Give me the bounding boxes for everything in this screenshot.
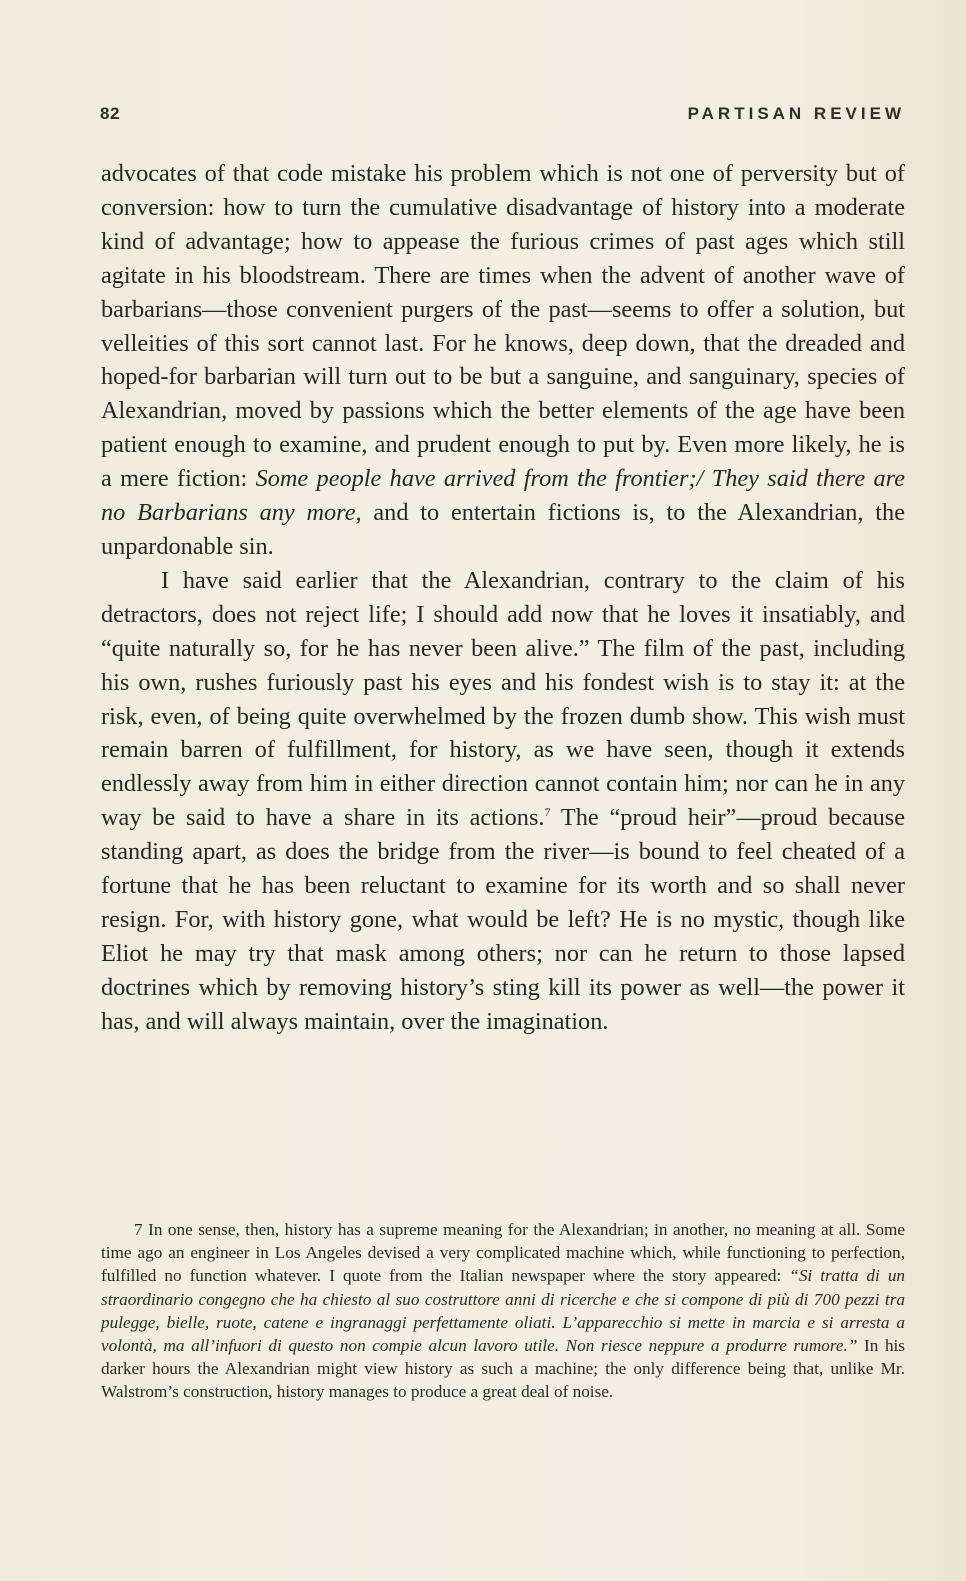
footnote-text-a: 7 In one sense, then, history has a supreme meaning for the Alexandrian; in another, no meaning at all. Some time ago an engineer in Los Angeles devised a very complicated machine which, while functioning to perfection, fulfilled no function whatever. I quote from the Italian newspaper where the story appeared: [101, 1220, 905, 1286]
body-text [101, 157, 905, 1039]
page-number: 82 [100, 104, 120, 123]
footnote-italian-quote: “Si tratta di un straordinario congegno che ha chiesto al suo costruttore anni di ricerche e che si compone di più di 700 pezzi tra pulegge, bielle, ruote, catene e ingranaggi perfettamente oliati. L’apparecchio si mette in marcia e si arresta a volontà, ma all’infuori di questo non compie alcun lavoro utile. Non riesce neppure a produrre rumore.” [101, 1266, 906, 1356]
page-header [100, 104, 905, 128]
paragraph-2-text-a: I have said earlier that the Alexandrian, contrary to the claim of his detractors, does not reject life; I should add now that he loves it insatiably, and “quite naturally so, for he has never been alive.” The film of the past, including his own, rushes furiously past his eyes and his fondest wish is to stay it: at the risk, even, of being quite overwhelmed by the frozen dumb show. This wish must remain barren of fulfillment, for history, as we have seen, though it extends endlessly away from him in either direction cannot contain him; nor can he in any way be said to have a share in its actions. [101, 566, 905, 832]
cavafy-quote: Some people have arrived from the frontier;/ They said there are no Barbarians any more, [101, 465, 905, 527]
paragraph-1-text-b: and to entertain fictions is, to the Alexandrian, the unpardonable sin. [101, 499, 905, 560]
paragraph-1-text-a: advocates of that code mistake his problem which is not one of perversity but of conversion: how to turn the cumulative disadvantage of history into a moderate kind of advantage; how to appease the furious crimes of past ages which still agitate in his bloodstream. There are times when the advent of another wave of barbarians—those convenient purgers of the past—seems to offer a solution, but velleities of this sort cannot last. For he knows, deep down, that the dreaded and hoped-for barbarian will turn out to be but a sanguine, and sanguinary, species of Alexandrian, moved by passions which the better elements of the age have been patient enough to examine, and prudent enough to put by. Even more likely, he is a mere fiction: [101, 160, 905, 493]
footnote-paragraph [101, 1218, 905, 1404]
paragraph-2 [101, 564, 905, 1039]
footnote-reference: 7 [544, 805, 551, 820]
paragraph-1 [101, 157, 905, 564]
footnote-7 [101, 1218, 905, 1404]
footnote-text-b: In his darker hours the Alexandrian might view history as such a machine; the only difference being that, unlike Mr. Walstrom’s construction, history manages to produce a great deal of noise. [101, 1336, 905, 1402]
paragraph-2-text-b: The “proud heir”—proud because standing apart, as does the bridge from the river—is bound to feel cheated of a fortune that he has been reluctant to examine for its worth and so shall never resign. For, with history gone, what would be left? He is no mystic, though like Eliot he may try that mask among others; nor can he return to those lapsed doctrines which by removing history’s sting kill its power as well—the power it has, and will always maintain, over the imagination. [101, 804, 906, 1035]
running-head: PARTISAN REVIEW [687, 104, 905, 123]
